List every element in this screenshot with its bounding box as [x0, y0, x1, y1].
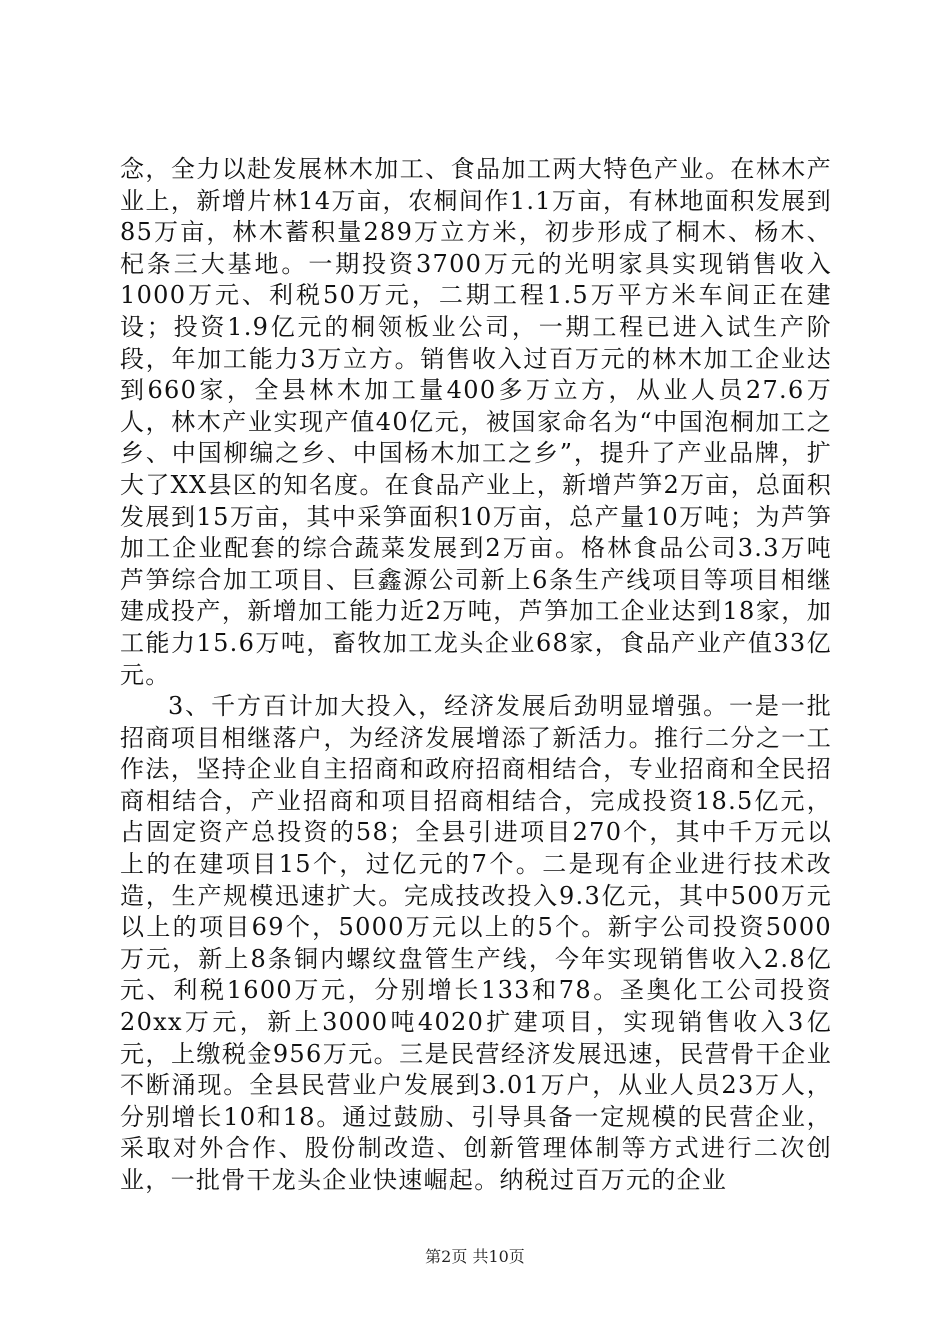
- paragraph-investment: 3、千方百计加大投入，经济发展后劲明显增强。一是一批招商项目相继落户，为经济发展增添了新活力。推行二分之一工作法，坚持企业自主招商和政府招商相结合，专业招商和全民招商相结合，产业招商和项目招商相结合，完成投资18.5亿元，占固定资产总投资的58；全县引进项目270个，其中千万元以上的在建项目15个，过亿元的7个。二是现有企业进行技术改造，生产规模迅速扩大。完成技改投入9.3亿元，其中500万元以上的项目69个，5000万元以上的5个。新宇公司投资5000万元，新上8条铜内螺纹盘管生产线，今年实现销售收入2.8亿元、利税1600万元，分别增长133和78。圣奥化工公司投资20xx万元，新上3000吨4020扩建项目，实现销售收入3亿元，上缴税金956万元。三是民营经济发展迅速，民营骨干企业不断涌现。全县民营业户发展到3.01万户，从业人员23万人，分别增长10和18。通过鼓励、引导具备一定规模的民营企业，采取对外合作、股份制改造、创新管理体制等方式进行二次创业，一批骨干龙头企业快速崛起。纳税过百万元的企业: [120, 692, 832, 1194]
- document-body: [120, 154, 832, 1197]
- paragraph-continuation: 念，全力以赴发展林木加工、食品加工两大特色产业。在林木产业上，新增片林14万亩，农桐间作1.1万亩，有林地面积发展到85万亩，林木蓄积量289万立方米，初步形成了桐木、杨木、杞条三大基地。一期投资3700万元的光明家具实现销售收入1000万元、利税50万元，二期工程1.5万平方米车间正在建设；投资1.9亿元的桐领板业公司，一期工程已进入试生产阶段，年加工能力3万立方。销售收入过百万元的林木加工企业达到660家，全县林木加工量400多万立方，从业人员27.6万人，林木产业实现产值40亿元，被国家命名为“中国泡桐加工之乡、中国柳编之乡、中国杨木加工之乡”，提升了产业品牌，扩大了XX县区的知名度。在食品产业上，新增芦笋2万亩，总面积发展到15万亩，其中采笋面积10万亩，总产量10万吨；为芦笋加工企业配套的综合蔬菜发展到2万亩。格林食品公司3.3万吨芦笋综合加工项目、巨鑫源公司新上6条生产线项目等项目相继建成投产，新增加工能力近2万吨，芦笋加工企业达到18家，加工能力15.6万吨，畜牧加工龙头企业68家，食品产业产值33亿元。: [120, 155, 832, 689]
- page-footer: 第2页 共10页: [425, 1247, 525, 1266]
